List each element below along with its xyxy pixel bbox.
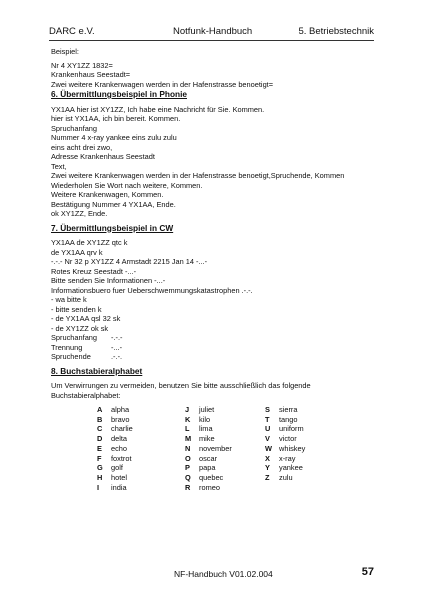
alphabet-letter: F [97, 453, 102, 463]
alphabet-word: lima [199, 424, 213, 434]
example-line: Zwei weitere Krankenwagen werden in der Hafenstrasse benoetigt= [51, 79, 274, 89]
prosign-row [51, 343, 381, 353]
header-chapter: 5. Betriebstechnik [298, 26, 374, 37]
phonie-line: Weitere Krankenwagen, Kommen. [51, 190, 164, 199]
alphabet-word: sierra [279, 405, 298, 414]
alphabet-letter: M [185, 434, 192, 444]
alphabet-word: hotel [111, 472, 128, 482]
section-8-heading: 8. Buchstabieralphabet [51, 365, 143, 376]
alphabet-letter: V [265, 434, 270, 444]
alphabet-word: whiskey [279, 443, 306, 453]
phonie-line: eins acht drei zwo, [51, 142, 113, 152]
page-content [51, 47, 381, 492]
phonie-line: Text, [51, 161, 67, 171]
alphabet-word: x-ray [279, 453, 296, 463]
alphabet-word: foxtrot [111, 453, 132, 463]
alphabet-letter: S [265, 405, 270, 414]
example-label: Beispiel: [51, 47, 79, 56]
footer-text: NF-Handbuch V01.02.004 [174, 569, 273, 579]
prosign-row [51, 333, 381, 343]
prosign-list [51, 333, 381, 362]
prosign-name: Spruchende [51, 352, 91, 361]
alphabet-letter: A [97, 405, 103, 414]
alphabet-letter: P [185, 463, 190, 473]
phonie-line: Wiederholen Sie Wort nach weitere, Kommen. [51, 180, 203, 190]
alphabet-word: uniform [279, 424, 304, 434]
cw-line: Rotes Kreuz Seestadt -...- [51, 266, 137, 276]
alphabet-letter: H [97, 472, 103, 482]
alphabet-word: bravo [111, 414, 130, 424]
alphabet-letter: E [97, 443, 102, 453]
alphabet-word: charlie [111, 424, 133, 434]
alphabet-letter: K [185, 414, 191, 424]
alphabet-letter: X [265, 453, 270, 463]
alphabet-word: papa [199, 463, 216, 473]
phonie-line: YX1AA hier ist XY1ZZ, Ich habe eine Nachricht für Sie. Kommen. [51, 104, 265, 114]
alphabet-word: golf [111, 463, 123, 473]
example-line: Nr 4 XY1ZZ 1832= [51, 60, 113, 70]
alphabet-letter: B [97, 414, 103, 424]
alphabet-letter: G [97, 463, 103, 473]
phonie-line: Spruchanfang [51, 123, 98, 133]
cw-line: - wa bitte k [51, 295, 87, 304]
page-header [49, 26, 374, 40]
alphabet-word: november [199, 443, 232, 453]
intro-line: Um Verwirrungen zu vermeiden, benutzen Sie bitte ausschließlich das folgende [51, 381, 311, 390]
alphabet-word: quebec [199, 472, 224, 482]
page-number: 57 [361, 566, 374, 578]
alphabet-letter: Q [185, 472, 191, 482]
prosign-code: -.-.- [111, 333, 123, 342]
alphabet-letter: O [185, 453, 191, 463]
alphabet-letter: W [265, 443, 272, 453]
cw-line: de YX1AA qrv k [51, 247, 103, 257]
phonie-line: Zwei weitere Krankenwagen werden in der Hafenstrasse benoetigt,Spruchende, Kommen [51, 171, 345, 180]
alphabet-letter: C [97, 424, 103, 434]
section-7-body [51, 238, 381, 333]
intro-line: Buchstabieralphabet: [51, 390, 121, 400]
section-7-heading: 7. Übermittlungsbeispiel in CW [51, 222, 174, 233]
phonie-line: Bestätigung Nummer 4 YX1AA, Ende. [51, 199, 176, 209]
cw-line: YX1AA de XY1ZZ qtc k [51, 238, 128, 247]
alphabet-word: juliet [199, 405, 215, 414]
prosign-row [51, 352, 381, 362]
prosign-name: Spruchanfang [51, 333, 98, 342]
alphabet-word: zulu [279, 472, 293, 482]
alphabet-letter: D [97, 434, 103, 444]
alphabet-letter: I [97, 482, 100, 492]
alphabet-letter: R [185, 482, 191, 492]
alphabet-word: echo [111, 443, 128, 453]
cw-line: - de XY1ZZ ok sk [51, 323, 109, 333]
cw-line: - bitte senden k [51, 304, 102, 314]
alphabet-word: yankee [279, 463, 303, 473]
example-block [51, 61, 381, 90]
header-org: DARC e.V. [49, 26, 95, 37]
alphabet-word: india [111, 482, 127, 492]
header-title: Notfunk-Handbuch [173, 26, 253, 37]
alphabet-letter: J [185, 405, 190, 414]
alphabet-letter [265, 483, 279, 493]
alphabet-letter: Z [265, 472, 270, 482]
cw-line: Informationsbuero fuer Ueberschwemmungskatastrophen .-.-. [51, 285, 253, 295]
section-6-body [51, 105, 381, 219]
alphabet-word: mike [199, 434, 215, 444]
section-6-heading: 6. Übermittlungsbeispiel in Phonie [51, 89, 187, 99]
alphabet-word: romeo [199, 482, 220, 492]
alphabet-word: tango [279, 414, 298, 424]
alphabet-word: alpha [111, 405, 130, 414]
phonie-line: ok XY1ZZ, Ende. [51, 209, 108, 218]
phonie-line: Nummer 4 x-ray yankee eins zulu zulu [51, 133, 177, 142]
alphabet-letter: L [185, 424, 190, 434]
section-8-intro [51, 381, 381, 400]
alphabet-word: delta [111, 434, 128, 444]
prosign-name: Trennung [51, 342, 83, 352]
phonie-line: hier ist YX1AA, ich bin bereit. Kommen. [51, 114, 181, 123]
header-rule [49, 40, 374, 41]
phonie-line: Adresse Krankenhaus Seestadt [51, 152, 155, 161]
alphabet-word: oscar [199, 453, 218, 463]
alphabet-word [279, 483, 339, 493]
prosign-code: -...- [111, 342, 123, 352]
cw-line: Bitte senden Sie Informationen -...- [51, 276, 166, 285]
alphabet-letter: N [185, 443, 191, 453]
spelling-alphabet-table [97, 405, 381, 492]
cw-line: - de YX1AA qsl 32 sk [51, 314, 121, 323]
alphabet-letter: Y [265, 463, 270, 473]
alphabet-word: kilo [199, 414, 211, 424]
prosign-code: .-.-. [111, 352, 123, 361]
alphabet-letter: T [265, 414, 270, 424]
cw-line: -.-.- Nr 32 p XY1ZZ 4 Armstadt 2215 Jan 14 -...- [51, 257, 208, 266]
alphabet-letter: U [265, 424, 271, 434]
alphabet-word: victor [279, 434, 297, 444]
example-line: Krankenhaus Seestadt= [51, 70, 131, 79]
